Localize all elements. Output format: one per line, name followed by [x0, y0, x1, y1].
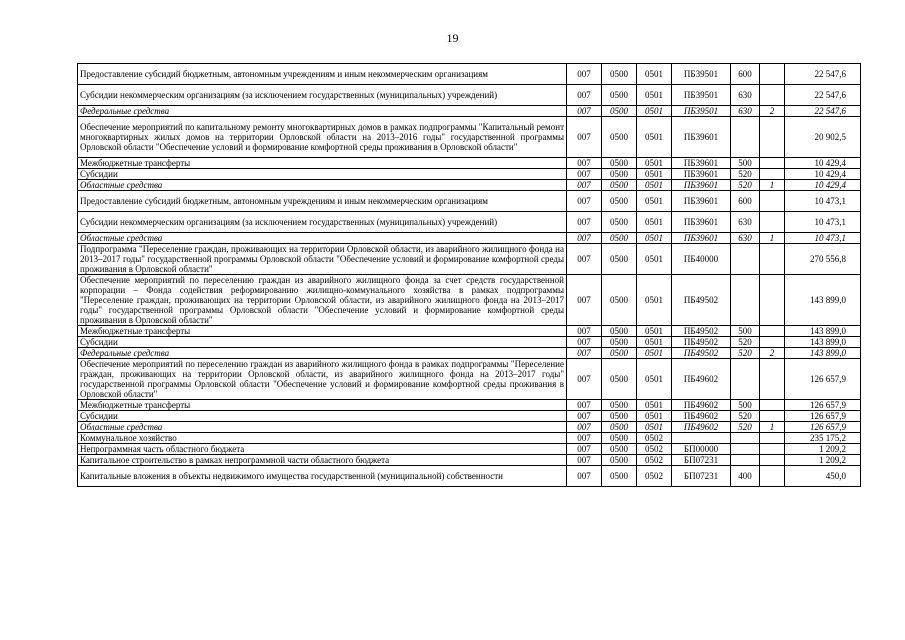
cell-sum: 235 175,2: [785, 433, 861, 444]
cell-csr: ПБ49602: [672, 411, 731, 422]
cell-name: Обеспечение мероприятий по капитальному ремонту многоквартирных домов в рамках подпрограммы "Капитальный ремонт многоквартирных жилых домов на территории Орловской области на 2013–2016 годы" государственной программы Орловской области "Обеспечение условий и формирование комфортной среды проживания в Орловской области": [78, 117, 567, 158]
cell-vr: 600: [731, 64, 760, 85]
cell-name: Предоставление субсидий бюджетным, автономным учреждениям и иным некоммерческим организациям: [78, 64, 567, 85]
cell-ved: 007: [567, 444, 602, 455]
cell-name: Межбюджетные трансферты: [78, 400, 567, 411]
cell-ved: 007: [567, 169, 602, 180]
cell-name: Субсидии некоммерческим организациям (за исключением государственных (муниципальных) учреждений): [78, 212, 567, 233]
cell-name: Обеспечение мероприятий по переселению граждан из аварийного жилищного фонда в рамках подпрограммы "Переселение граждан, проживающих на территории Орловской области, из аварийного жилищного фонда на 2013–2017 годы" государственной программы Орловской области "Обеспечение условий и формирование комфортной среды проживания в Орловской области": [78, 359, 567, 400]
cell-name: Обеспечение мероприятий по переселению граждан из аварийного жилищного фонда за счет средств государственной корпорации – Фонда содействия реформированию жилищно-коммунального хозяйства в рамках подпрограммы "Переселение граждан, проживающих на территории Орловской области, из аварийного жилищного фонда на 2013–2017 годы" государственной программы Орловской области "Обеспечение условий и формирование комфортной среды проживания в Орловской области": [78, 275, 567, 326]
cell-csr: ПБ39501: [672, 85, 731, 106]
cell-pr: 0501: [637, 337, 672, 348]
table-row: [78, 466, 861, 487]
cell-pr: 0501: [637, 400, 672, 411]
cell-source: [760, 117, 785, 158]
cell-vr: 520: [731, 169, 760, 180]
cell-pr: 0501: [637, 85, 672, 106]
cell-source: [760, 169, 785, 180]
cell-sum: 1 209,2: [785, 455, 861, 466]
cell-source: [760, 444, 785, 455]
cell-pr: 0501: [637, 359, 672, 400]
cell-csr: ПБ49502: [672, 348, 731, 359]
table-row: [78, 359, 861, 400]
budget-table: [77, 63, 861, 487]
table-row: [78, 117, 861, 158]
cell-rz: 0500: [602, 244, 637, 275]
cell-rz: 0500: [602, 422, 637, 433]
cell-ved: 007: [567, 244, 602, 275]
cell-rz: 0500: [602, 411, 637, 422]
cell-vr: 520: [731, 411, 760, 422]
cell-rz: 0500: [602, 433, 637, 444]
cell-name: Федеральные средства: [78, 106, 567, 117]
cell-sum: 10 429,4: [785, 180, 861, 191]
cell-source: [760, 359, 785, 400]
cell-source: [760, 158, 785, 169]
cell-csr: [672, 433, 731, 444]
cell-vr: 630: [731, 85, 760, 106]
table-row: [78, 180, 861, 191]
cell-csr: ПБ49502: [672, 275, 731, 326]
cell-csr: ПБ39501: [672, 106, 731, 117]
cell-vr: 600: [731, 191, 760, 212]
cell-ved: 007: [567, 466, 602, 487]
table-row: [78, 326, 861, 337]
cell-source: [760, 337, 785, 348]
cell-rz: 0500: [602, 359, 637, 400]
cell-rz: 0500: [602, 466, 637, 487]
cell-source: [760, 64, 785, 85]
table-row: [78, 233, 861, 244]
cell-sum: 126 657,9: [785, 400, 861, 411]
cell-vr: 630: [731, 106, 760, 117]
cell-pr: 0501: [637, 348, 672, 359]
cell-ved: 007: [567, 359, 602, 400]
cell-csr: ПБ39601: [672, 180, 731, 191]
cell-name: Федеральные средства: [78, 348, 567, 359]
table-row: [78, 85, 861, 106]
page-number: 19: [446, 31, 459, 45]
cell-pr: 0501: [637, 326, 672, 337]
table-row: [78, 191, 861, 212]
cell-csr: ПБ39601: [672, 191, 731, 212]
cell-sum: 10 429,4: [785, 158, 861, 169]
cell-sum: 126 657,9: [785, 422, 861, 433]
cell-ved: 007: [567, 433, 602, 444]
cell-pr: 0501: [637, 422, 672, 433]
cell-vr: 400: [731, 466, 760, 487]
cell-csr: ПБ39601: [672, 233, 731, 244]
cell-rz: 0500: [602, 444, 637, 455]
cell-ved: 007: [567, 117, 602, 158]
cell-csr: ПБ40000: [672, 244, 731, 275]
cell-rz: 0500: [602, 158, 637, 169]
cell-source: [760, 466, 785, 487]
cell-pr: 0502: [637, 455, 672, 466]
cell-pr: 0502: [637, 444, 672, 455]
cell-csr: ПБ39601: [672, 158, 731, 169]
cell-csr: ПБ49502: [672, 337, 731, 348]
cell-rz: 0500: [602, 326, 637, 337]
table-row: [78, 212, 861, 233]
cell-pr: 0501: [637, 275, 672, 326]
cell-source: [760, 411, 785, 422]
table-body: [78, 64, 861, 487]
table-row: [78, 244, 861, 275]
cell-csr: БП07231: [672, 466, 731, 487]
cell-pr: 0501: [637, 411, 672, 422]
cell-vr: [731, 244, 760, 275]
cell-pr: 0501: [637, 191, 672, 212]
cell-ved: 007: [567, 212, 602, 233]
cell-sum: 126 657,9: [785, 411, 861, 422]
cell-name: Межбюджетные трансферты: [78, 158, 567, 169]
table-row: [78, 422, 861, 433]
cell-pr: 0501: [637, 106, 672, 117]
cell-source: [760, 275, 785, 326]
cell-vr: 520: [731, 422, 760, 433]
cell-name: Межбюджетные трансферты: [78, 326, 567, 337]
cell-pr: 0502: [637, 433, 672, 444]
table-row: [78, 411, 861, 422]
table-row: [78, 275, 861, 326]
cell-sum: 450,0: [785, 466, 861, 487]
cell-sum: 10 473,1: [785, 191, 861, 212]
cell-source: [760, 400, 785, 411]
cell-vr: [731, 455, 760, 466]
cell-source: 2: [760, 348, 785, 359]
cell-source: 1: [760, 422, 785, 433]
cell-rz: 0500: [602, 169, 637, 180]
cell-rz: 0500: [602, 337, 637, 348]
table-row: [78, 400, 861, 411]
cell-csr: БП07231: [672, 455, 731, 466]
cell-sum: 1 209,2: [785, 444, 861, 455]
cell-name: Подпрограмма "Переселение граждан, проживающих на территории Орловской области, из аварийного жилищного фонда на 2013–2017 годы" государственной программы Орловской области "Обеспечение условий и формирование комфортной среды проживания в Орловской области": [78, 244, 567, 275]
cell-csr: ПБ39601: [672, 169, 731, 180]
cell-ved: 007: [567, 411, 602, 422]
cell-sum: 22 547,6: [785, 64, 861, 85]
cell-csr: ПБ49602: [672, 359, 731, 400]
cell-ved: 007: [567, 337, 602, 348]
cell-csr: БП00000: [672, 444, 731, 455]
cell-ved: 007: [567, 275, 602, 326]
cell-sum: 270 556,8: [785, 244, 861, 275]
cell-rz: 0500: [602, 212, 637, 233]
cell-ved: 007: [567, 348, 602, 359]
cell-ved: 007: [567, 455, 602, 466]
cell-ved: 007: [567, 64, 602, 85]
cell-rz: 0500: [602, 117, 637, 158]
cell-vr: [731, 444, 760, 455]
cell-pr: 0501: [637, 212, 672, 233]
cell-ved: 007: [567, 422, 602, 433]
table-row: [78, 64, 861, 85]
cell-pr: 0501: [637, 244, 672, 275]
cell-vr: 500: [731, 400, 760, 411]
cell-pr: 0501: [637, 117, 672, 158]
table-row: [78, 158, 861, 169]
cell-name: Непрограммная часть областного бюджета: [78, 444, 567, 455]
cell-vr: 520: [731, 348, 760, 359]
cell-source: 2: [760, 106, 785, 117]
cell-vr: 630: [731, 233, 760, 244]
table-row: [78, 169, 861, 180]
cell-sum: 20 902,5: [785, 117, 861, 158]
cell-source: [760, 191, 785, 212]
cell-rz: 0500: [602, 400, 637, 411]
cell-csr: ПБ39601: [672, 212, 731, 233]
cell-name: Субсидии некоммерческим организациям (за исключением государственных (муниципальных) учреждений): [78, 85, 567, 106]
cell-pr: 0501: [637, 233, 672, 244]
cell-vr: 520: [731, 180, 760, 191]
cell-source: [760, 85, 785, 106]
cell-csr: ПБ49602: [672, 400, 731, 411]
cell-rz: 0500: [602, 85, 637, 106]
cell-name: Областные средства: [78, 180, 567, 191]
cell-vr: 500: [731, 158, 760, 169]
cell-vr: [731, 359, 760, 400]
cell-rz: 0500: [602, 106, 637, 117]
cell-sum: 126 657,9: [785, 359, 861, 400]
cell-rz: 0500: [602, 191, 637, 212]
cell-ved: 007: [567, 158, 602, 169]
cell-vr: 500: [731, 326, 760, 337]
cell-source: [760, 244, 785, 275]
cell-rz: 0500: [602, 348, 637, 359]
cell-source: 1: [760, 233, 785, 244]
cell-rz: 0500: [602, 275, 637, 326]
cell-source: [760, 212, 785, 233]
cell-sum: 22 547,6: [785, 106, 861, 117]
cell-pr: 0501: [637, 180, 672, 191]
cell-rz: 0500: [602, 455, 637, 466]
cell-rz: 0500: [602, 233, 637, 244]
cell-ved: 007: [567, 180, 602, 191]
table-row: [78, 348, 861, 359]
table-row: [78, 433, 861, 444]
cell-pr: 0501: [637, 158, 672, 169]
cell-name: Областные средства: [78, 422, 567, 433]
cell-rz: 0500: [602, 180, 637, 191]
cell-ved: 007: [567, 326, 602, 337]
cell-name: Капитальное строительство в рамках непрограммной части областного бюджета: [78, 455, 567, 466]
cell-source: [760, 326, 785, 337]
cell-source: [760, 455, 785, 466]
cell-csr: ПБ39601: [672, 117, 731, 158]
table-row: [78, 106, 861, 117]
cell-rz: 0500: [602, 64, 637, 85]
cell-ved: 007: [567, 106, 602, 117]
cell-source: [760, 433, 785, 444]
cell-pr: 0502: [637, 466, 672, 487]
cell-ved: 007: [567, 191, 602, 212]
cell-vr: 630: [731, 212, 760, 233]
cell-ved: 007: [567, 233, 602, 244]
cell-ved: 007: [567, 85, 602, 106]
cell-csr: ПБ49502: [672, 326, 731, 337]
cell-name: Субсидии: [78, 411, 567, 422]
cell-ved: 007: [567, 400, 602, 411]
table-row: [78, 337, 861, 348]
cell-sum: 143 899,0: [785, 275, 861, 326]
cell-csr: ПБ49602: [672, 422, 731, 433]
cell-name: Предоставление субсидий бюджетным, автономным учреждениям и иным некоммерческим организациям: [78, 191, 567, 212]
cell-sum: 10 429,4: [785, 169, 861, 180]
cell-pr: 0501: [637, 169, 672, 180]
cell-vr: [731, 275, 760, 326]
cell-sum: 143 899,0: [785, 348, 861, 359]
cell-sum: 10 473,1: [785, 233, 861, 244]
cell-name: Субсидии: [78, 169, 567, 180]
cell-vr: [731, 117, 760, 158]
cell-source: 1: [760, 180, 785, 191]
table-row: [78, 444, 861, 455]
table-row: [78, 455, 861, 466]
cell-vr: [731, 433, 760, 444]
cell-name: Областные средства: [78, 233, 567, 244]
cell-name: Капитальные вложения в объекты недвижимого имущества государственной (муниципальной) собственности: [78, 466, 567, 487]
cell-name: Коммунальное хозяйство: [78, 433, 567, 444]
cell-name: Субсидии: [78, 337, 567, 348]
cell-csr: ПБ39501: [672, 64, 731, 85]
cell-pr: 0501: [637, 64, 672, 85]
cell-vr: 520: [731, 337, 760, 348]
cell-sum: 10 473,1: [785, 212, 861, 233]
cell-sum: 143 899,0: [785, 337, 861, 348]
cell-sum: 22 547,6: [785, 85, 861, 106]
cell-sum: 143 899,0: [785, 326, 861, 337]
